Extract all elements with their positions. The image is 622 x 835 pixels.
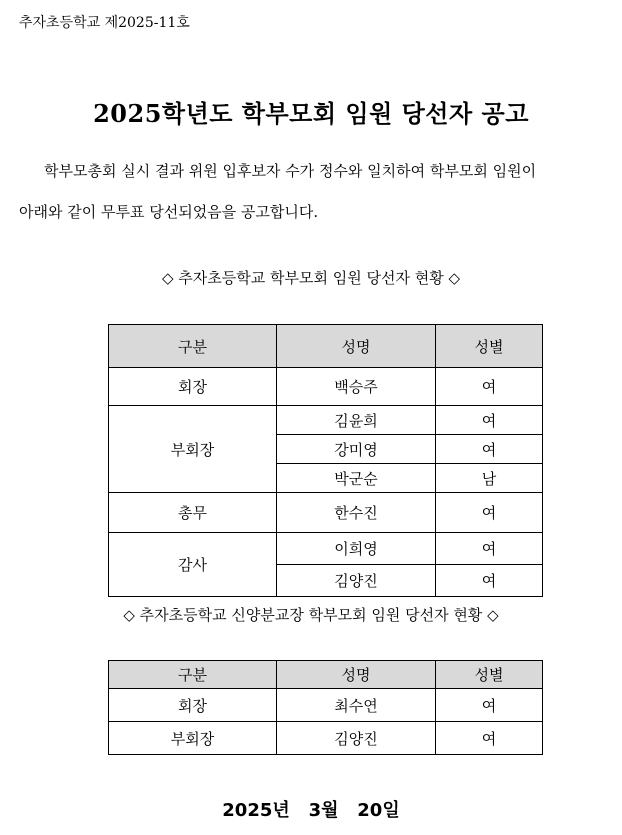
- table-row: [109, 689, 543, 722]
- table-header-row: [109, 325, 543, 368]
- name-cell: 김양진: [277, 722, 436, 755]
- document-title: 2025학년도 학부모회 임원 당선자 공고: [93, 99, 529, 128]
- role-cell: 감사: [109, 533, 277, 597]
- gender-cell: 여: [436, 435, 543, 464]
- gender-cell: 여: [436, 368, 543, 406]
- header-gender: 성별: [436, 661, 543, 689]
- section-heading-main-school: ◇ 추자초등학교 학부모회 임원 당선자 현황 ◇: [161, 269, 460, 287]
- table-row: [109, 406, 543, 435]
- officers-table-main-school: [108, 324, 543, 597]
- name-cell: 박군순: [277, 464, 436, 493]
- role-cell: 회장: [109, 689, 277, 722]
- header-name: 성명: [277, 661, 436, 689]
- gender-cell: 남: [436, 464, 543, 493]
- table-row: [109, 368, 543, 406]
- announcement-text-line-2: 아래와 같이 무투표 당선되었음을 공고합니다.: [19, 203, 319, 221]
- gender-cell: 여: [436, 493, 543, 533]
- name-cell: 김윤희: [277, 406, 436, 435]
- role-cell: 총무: [109, 493, 277, 533]
- gender-cell: 여: [436, 533, 543, 565]
- document-number: 추자초등학교 제2025-11호: [19, 15, 190, 31]
- header-gender: 성별: [436, 325, 543, 368]
- header-category: 구분: [109, 325, 277, 368]
- gender-cell: 여: [436, 406, 543, 435]
- role-cell: 회장: [109, 368, 277, 406]
- name-cell: 강미영: [277, 435, 436, 464]
- gender-cell: 여: [436, 722, 543, 755]
- name-cell: 한수진: [277, 493, 436, 533]
- header-name: 성명: [277, 325, 436, 368]
- role-cell: 부회장: [109, 406, 277, 493]
- table-row: [109, 533, 543, 565]
- table-row: [109, 493, 543, 533]
- role-cell: 부회장: [109, 722, 277, 755]
- announcement-date: 2025년 3월 20일: [222, 800, 400, 821]
- name-cell: 최수연: [277, 689, 436, 722]
- gender-cell: 여: [436, 689, 543, 722]
- name-cell: 이희영: [277, 533, 436, 565]
- officers-table-branch-school: [108, 660, 543, 755]
- section-heading-branch-school: ◇ 추자초등학교 신양분교장 학부모회 임원 당선자 현황 ◇: [123, 606, 499, 624]
- header-category: 구분: [109, 661, 277, 689]
- name-cell: 백승주: [277, 368, 436, 406]
- announcement-text-line-1: 학부모총회 실시 결과 위원 입후보자 수가 정수와 일치하여 학부모회 임원이: [44, 162, 537, 180]
- table-header-row: [109, 661, 543, 689]
- table-row: [109, 722, 543, 755]
- name-cell: 김양진: [277, 565, 436, 597]
- gender-cell: 여: [436, 565, 543, 597]
